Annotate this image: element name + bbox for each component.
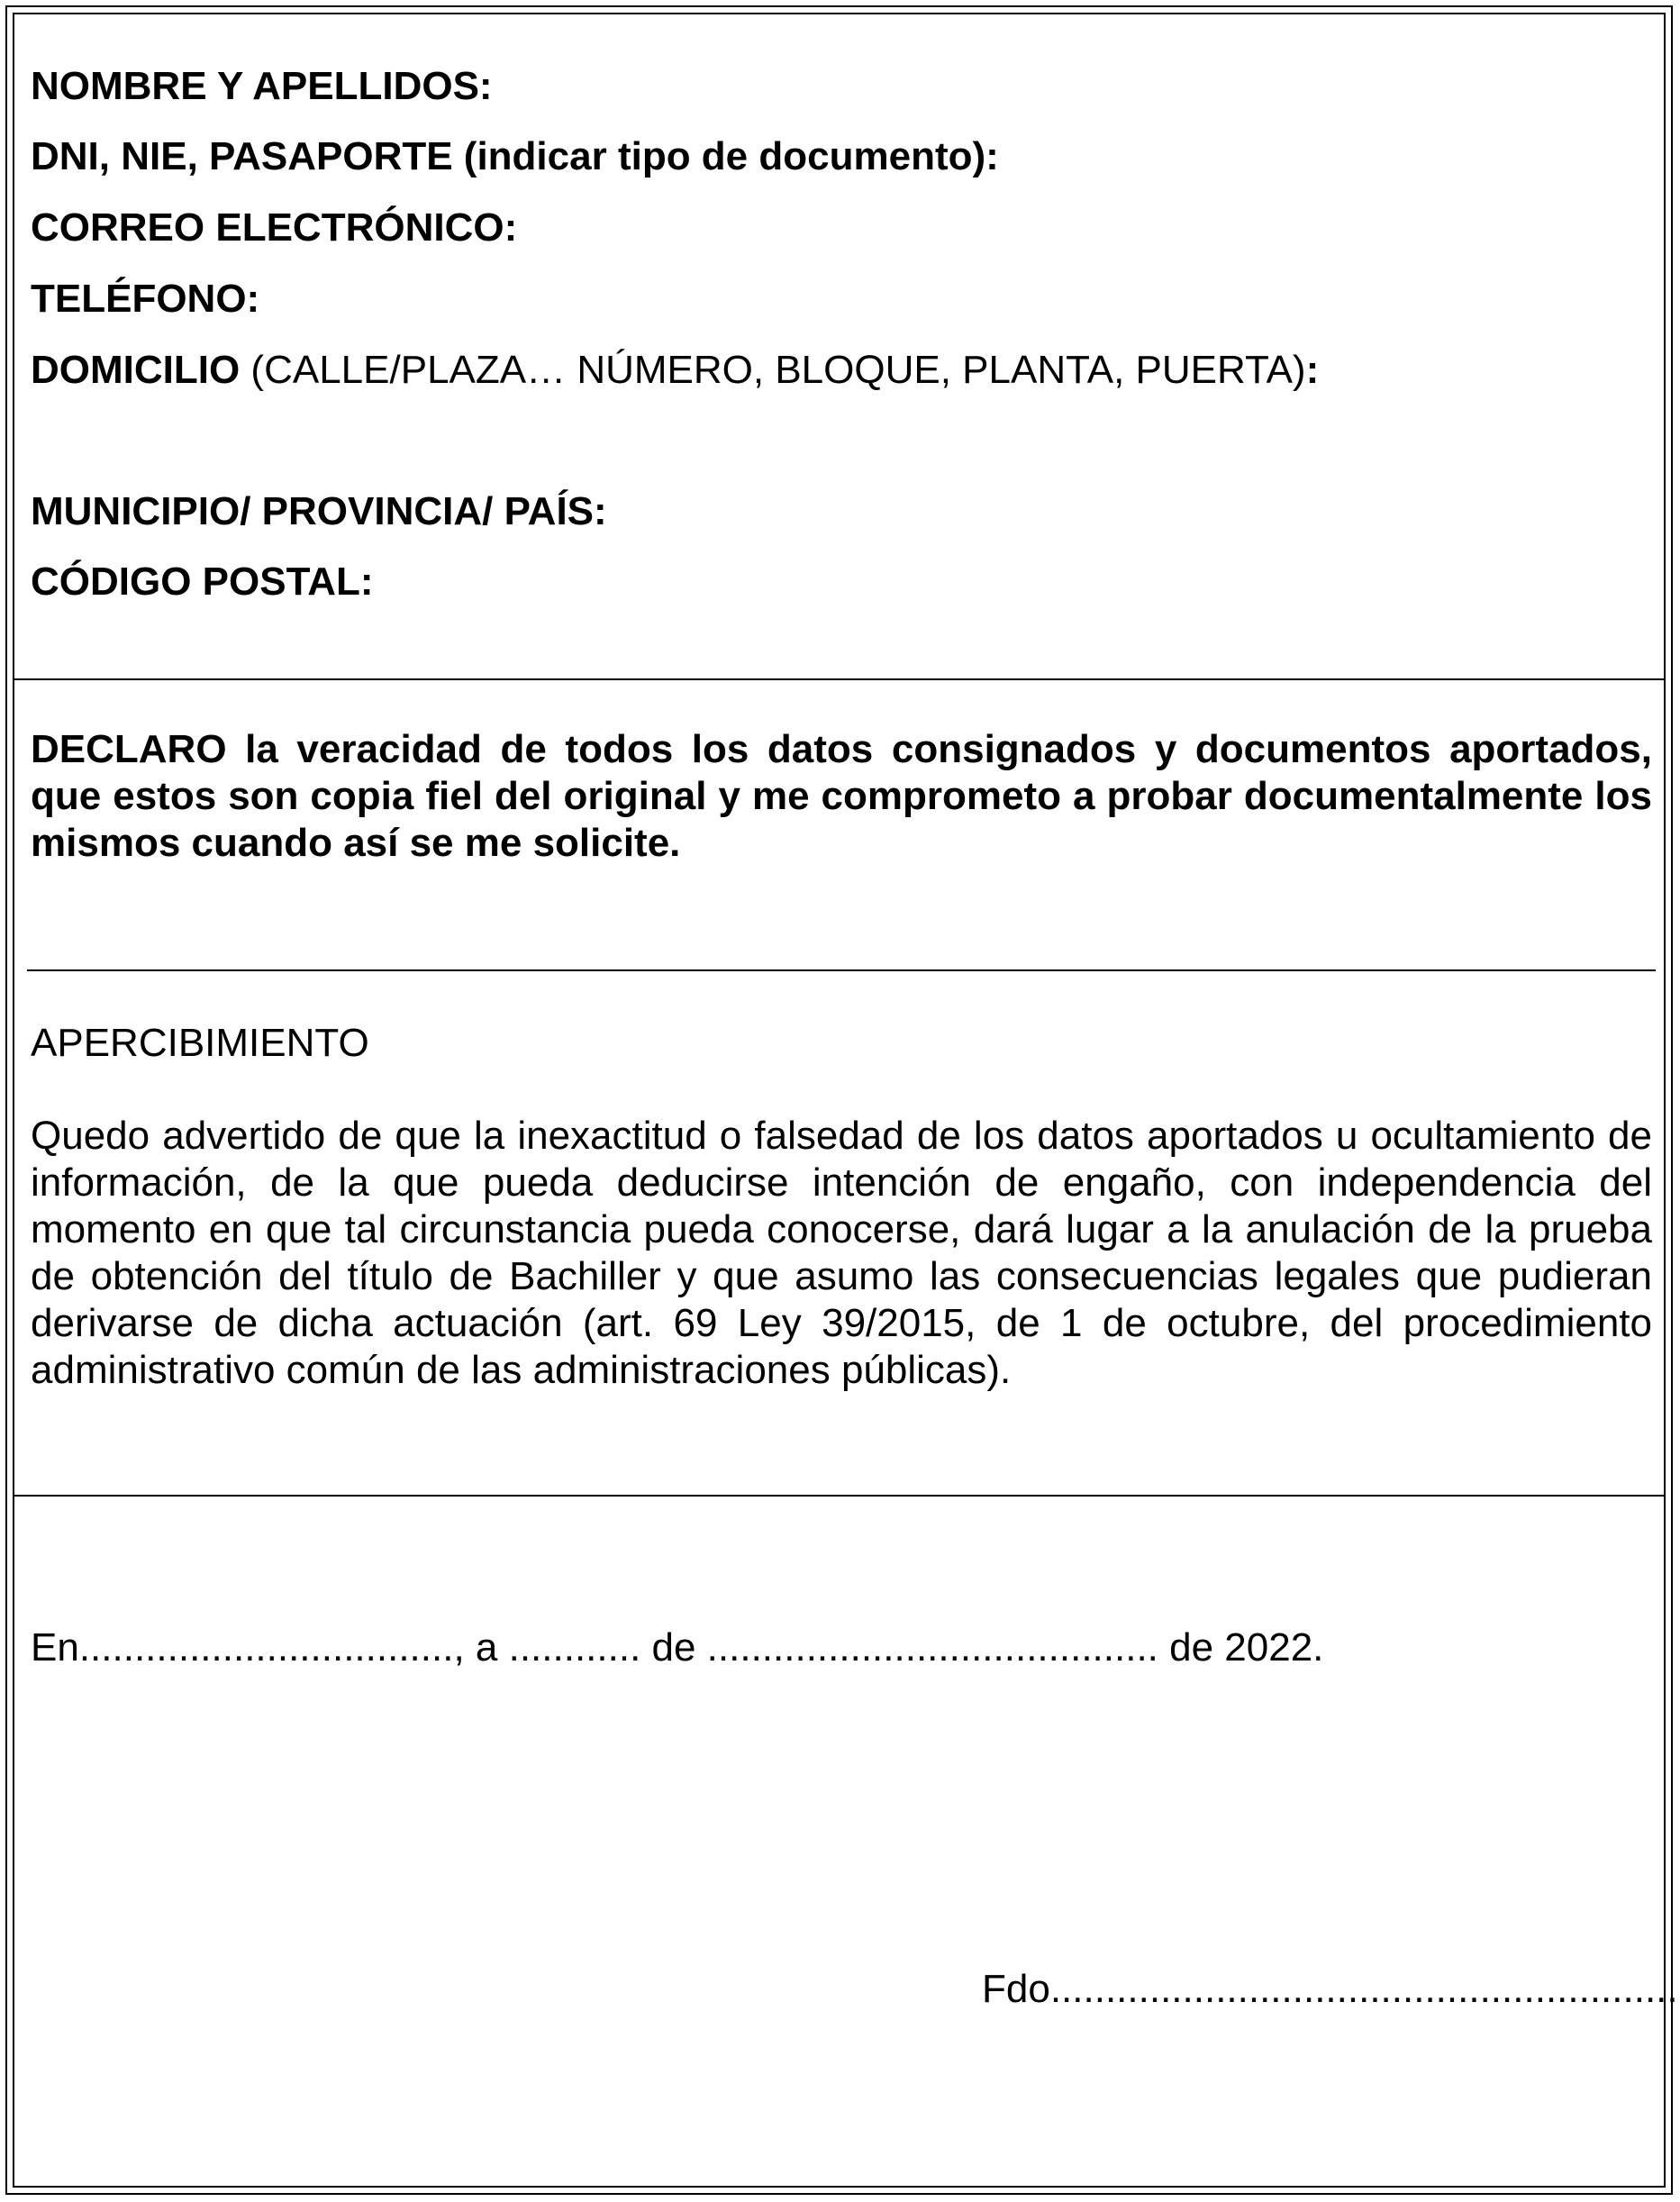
- domicilio-label: DOMICILIO: [31, 348, 241, 392]
- municipio-label: MUNICIPIO/ PROVINCIA/ PAÍS:: [31, 489, 607, 533]
- form-frame: [13, 13, 1666, 2188]
- signature-line: Fdo.........................................................: [982, 1967, 1678, 2011]
- telefono-label: TELÉFONO:: [31, 277, 260, 321]
- domicilio-detail: (CALLE/PLAZA… NÚMERO, BLOQUE, PLANTA, PUERTA): [240, 348, 1306, 392]
- warning-title: APERCIBIMIENTO: [31, 1021, 369, 1065]
- divider-2: [27, 969, 1656, 971]
- domicilio-line: [31, 347, 1319, 394]
- nombre-label: NOMBRE Y APELLIDOS:: [31, 64, 493, 108]
- declaration-text: DECLARO la veracidad de todos los datos consignados y documentos aportados, que estos son copia fiel del original y me comprometo a probar documentalmente los mismos cuando así se me solicite.: [31, 727, 1652, 865]
- divider-3: [13, 1495, 1666, 1497]
- codigo-postal-label: CÓDIGO POSTAL:: [31, 560, 374, 604]
- warning-text: Quedo advertido de que la inexactitud o falsedad de los datos aportados u ocultamiento de información, de la que pueda deducirse intención de engaño, con independencia del momento en que tal circunstancia pueda conocerse, dará lugar a la anulación de la prueba de obtención del título de Bachiller y que asumo las consecuencias legales que pudieran derivarse de dicha actuación (art. 69 Ley 39/2015, de 1 de octubre, del procedimiento administrativo común de las administraciones públicas).: [31, 1114, 1652, 1392]
- documento-label: DNI, NIE, PASAPORTE (indicar tipo de documento):: [31, 134, 999, 178]
- domicilio-colon: :: [1305, 348, 1320, 392]
- correo-label: CORREO ELECTRÓNICO:: [31, 205, 518, 250]
- place-date-line: En.................................., a ............ de ......................................... de 2022.: [31, 1625, 1324, 1670]
- divider-1: [13, 678, 1666, 680]
